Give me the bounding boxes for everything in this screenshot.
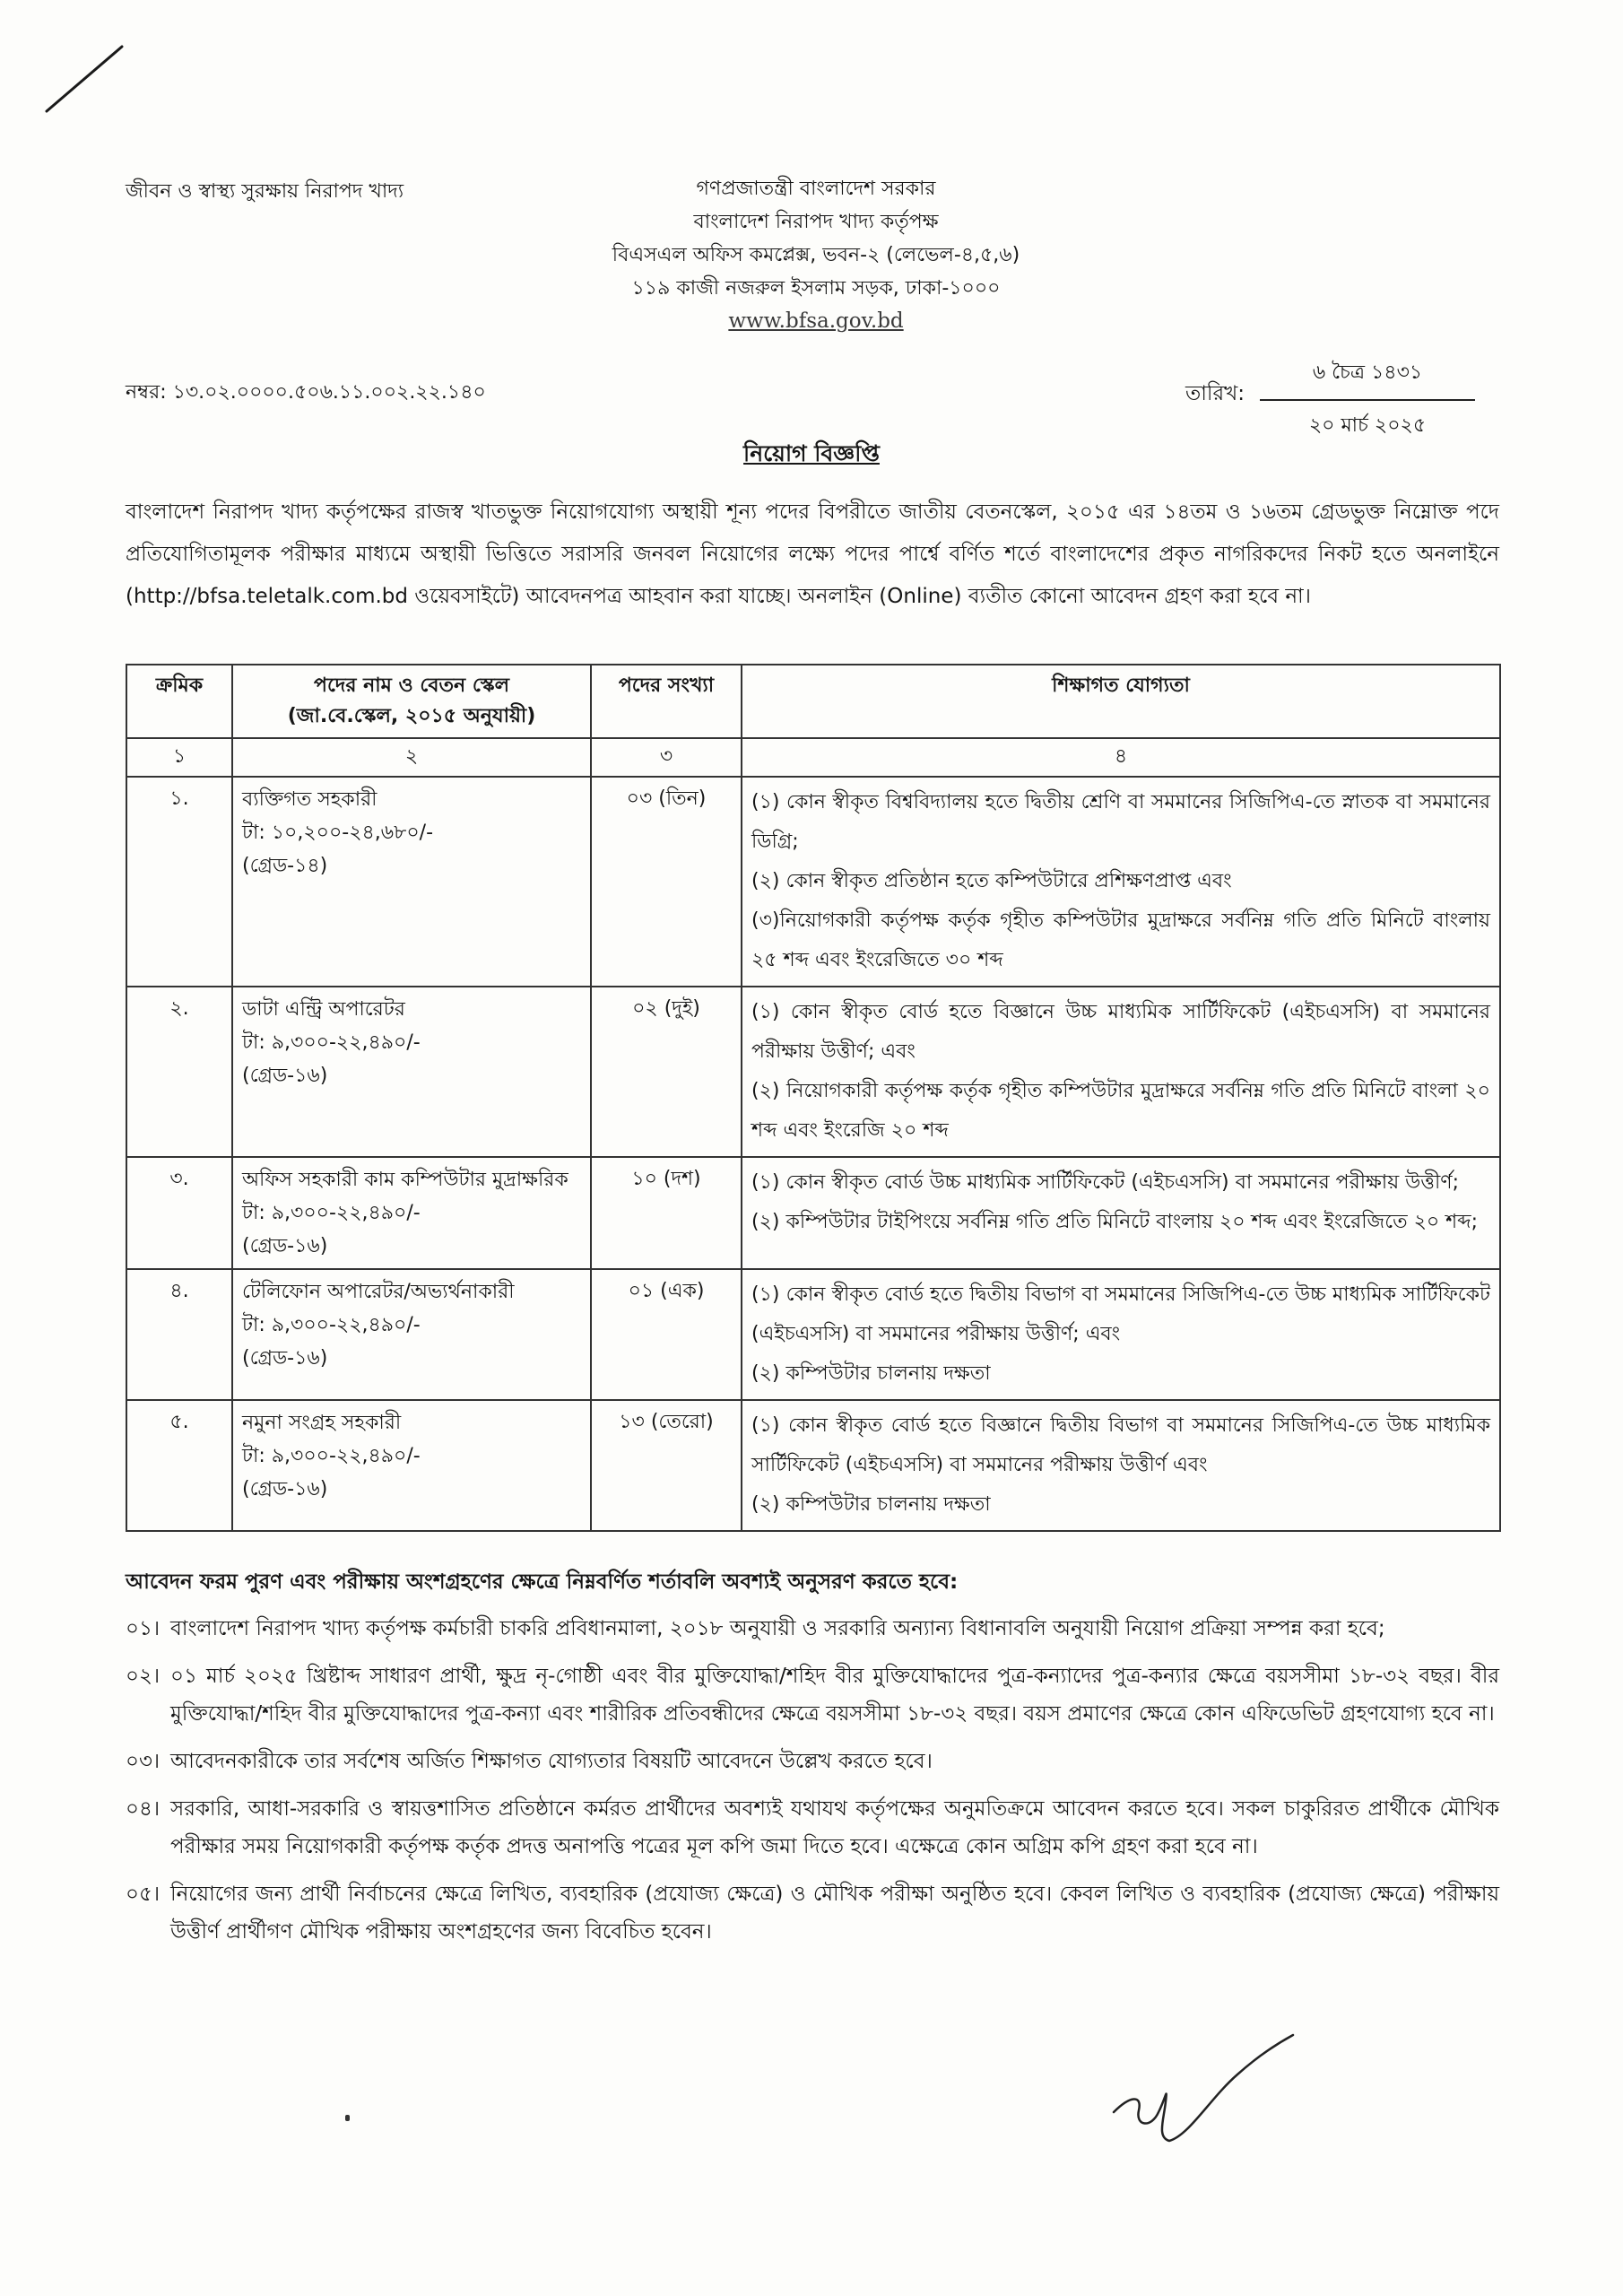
post-name: টেলিফোন অপারেটর/অভ্যর্থনাকারী bbox=[242, 1281, 515, 1303]
condition-text: নিয়োগের জন্য প্রার্থী নির্বাচনের ক্ষেত্রে লিখিত, ব্যবহারিক (প্রযোজ্য ক্ষেত্রে) ও মৌখিক পরীক্ষা অনুষ্ঠিত হবে। কেবল লিখিত ও ব্যবহারিক (প্রযোজ্য ক্ষেত্রে) পরীক্ষায় উত্তীর্ণ প্রার্থীগণ মৌখিক পরীক্ষায় অংশগ্রহণের জন্য বিবেচিত হবেন। bbox=[170, 1883, 1499, 1944]
office-address: ১১৯ কাজী নজরুল ইসলাম সড়ক, ঢাকা-১০০০ bbox=[631, 277, 1001, 300]
row-qualification bbox=[742, 1400, 1500, 1531]
row-qualification bbox=[742, 777, 1500, 987]
post-grade: (গ্রেড-১৬) bbox=[242, 1065, 328, 1087]
column-number: ২ bbox=[232, 738, 591, 777]
condition-number: ০৫। bbox=[126, 1883, 161, 1906]
column-number: ১ bbox=[126, 738, 232, 777]
qualification-item: (২) কোন স্বীকৃত প্রতিষ্ঠান হতে কম্পিউটারে প্রশিক্ষণপ্রাপ্ত এবং bbox=[751, 870, 1232, 892]
condition-number: ০৪। bbox=[126, 1797, 161, 1821]
condition-number: ০২। bbox=[126, 1665, 161, 1688]
post-name: অফিস সহকারী কাম কম্পিউটার মুদ্রাক্ষরিক bbox=[242, 1169, 568, 1191]
qualification-item: (২) কম্পিউটার চালনায় দক্ষতা bbox=[751, 1493, 991, 1516]
list-item bbox=[126, 1743, 1499, 1780]
qualification-item: (১) কোন স্বীকৃত বোর্ড হতে বিজ্ঞানে উচ্চ মাধ্যমিক সার্টিফিকেট (এইচএসসি) বা সমমানের পরীক্ষায় উত্তীর্ণ; এবং bbox=[751, 1001, 1490, 1063]
authority-name: বাংলাদেশ নিরাপদ খাদ্য কর্তৃপক্ষ bbox=[693, 211, 939, 233]
table-row bbox=[126, 777, 1500, 987]
post-grade: (গ্রেড-১৬) bbox=[242, 1478, 328, 1500]
post-pay-scale: টা: ৯,৩০০-২২,৪৯০/- bbox=[242, 1031, 421, 1054]
row-post bbox=[232, 777, 591, 987]
column-number: ৩ bbox=[591, 738, 742, 777]
date-bangla: ৬ চৈত্র ১৪৩১ bbox=[1260, 357, 1475, 401]
row-post bbox=[232, 1157, 591, 1269]
list-item bbox=[126, 1610, 1499, 1648]
date-block bbox=[1260, 357, 1475, 443]
row-serial: ১. bbox=[126, 777, 232, 987]
vacancy-table bbox=[126, 664, 1501, 1532]
table-row bbox=[126, 1157, 1500, 1269]
row-post bbox=[232, 1400, 591, 1531]
row-count: ০২ (দুই) bbox=[591, 987, 742, 1157]
office-building: বিএসএল অফিস কমপ্লেক্স, ভবন-২ (লেভেল-৪,৫,৬) bbox=[612, 244, 1020, 266]
conditions-list bbox=[126, 1610, 1499, 1961]
header-qualification: শিক্ষাগত যোগ্যতা bbox=[742, 665, 1500, 738]
row-qualification bbox=[742, 987, 1500, 1157]
row-serial: ৫. bbox=[126, 1400, 232, 1531]
table-row bbox=[126, 1400, 1500, 1531]
row-count: ১০ (দশ) bbox=[591, 1157, 742, 1269]
notice-title-text: নিয়োগ বিজ্ঞপ্তি bbox=[743, 440, 880, 466]
list-item bbox=[126, 1875, 1499, 1951]
qualification-item: (২) নিয়োগকারী কর্তৃপক্ষ কর্তৃক গৃহীত কম্পিউটার মুদ্রাক্ষরে সর্বনিম্ন গতি প্রতি মিনিটে বাংলা ২০ শব্দ এবং ইংরেজি ২০ শব্দ bbox=[751, 1080, 1490, 1142]
post-pay-scale: টা: ৯,৩০০-২২,৪৯০/- bbox=[242, 1445, 421, 1467]
qualification-item: (১) কোন স্বীকৃত বোর্ড হতে বিজ্ঞানে দ্বিতীয় বিভাগ বা সমমানের সিজিপিএ-তে উচ্চ মাধ্যমিক সার্টিফিকেট (এইচএসসি) বা সমমানের পরীক্ষায় উত্তীর্ণ এবং bbox=[751, 1414, 1490, 1476]
ink-dot bbox=[345, 2115, 350, 2121]
post-grade: (গ্রেড-১৬) bbox=[242, 1235, 328, 1257]
row-qualification bbox=[742, 1157, 1500, 1269]
memo-number: নম্বর: ১৩.০২.০০০০.৫০৬.১১.০০২.২২.১৪০ bbox=[126, 381, 486, 404]
qualification-item: (৩)নিয়োগকারী কর্তৃপক্ষ কর্তৃক গৃহীত কম্পিউটার মুদ্রাক্ষরে সর্বনিম্ন গতি প্রতি মিনিটে বাংলায় ২৫ শব্দ এবং ইংরেজিতে ৩০ শব্দ bbox=[751, 909, 1490, 971]
post-pay-scale: টা: ১০,২০০-২৪,৬৮০/- bbox=[242, 822, 434, 844]
notice-intro: বাংলাদেশ নিরাপদ খাদ্য কর্তৃপক্ষের রাজস্ব খাতভুক্ত নিয়োগযোগ্য অস্থায়ী শূন্য পদের বিপরীতে জাতীয় বেতনস্কেল, ২০১৫ এর ১৪তম ও ১৬তম গ্রেডভুক্ত নিম্নোক্ত পদে প্রতিযোগিতামূলক পরীক্ষার মাধ্যমে অস্থায়ী ভিত্তিতে সরাসরি জনবল নিয়োগের লক্ষ্যে পদের পার্শ্বে বর্ণিত শর্তে বাংলাদেশের প্রকৃত নাগরিকদের নিকট হতে অনলাইনে (http://bfsa.teletalk.com.bd ওয়েবসাইটে) আবেদনপত্র আহবান করা যাচ্ছে। অনলাইন (Online) ব্যতীত কোনো আবেদন গ্রহণ করা হবে না। bbox=[126, 500, 1499, 608]
list-item bbox=[126, 1790, 1499, 1866]
qualification-item: (২) কম্পিউটার টাইপিংয়ে সর্বনিম্ন গতি প্রতি মিনিটে বাংলায় ২০ শব্দ এবং ইংরেজিতে ২০ শব্দ; bbox=[751, 1211, 1479, 1233]
signature-mark bbox=[1103, 2022, 1309, 2157]
row-post bbox=[232, 987, 591, 1157]
letterhead bbox=[502, 172, 1130, 338]
post-pay-scale: টা: ৯,৩০০-২২,৪৯০/- bbox=[242, 1314, 421, 1336]
post-grade: (গ্রেড-১৪) bbox=[242, 855, 328, 877]
post-name: ব্যক্তিগত সহকারী bbox=[242, 788, 378, 811]
qualification-item: (১) কোন স্বীকৃত বোর্ড হতে দ্বিতীয় বিভাগ বা সমমানের সিজিপিএ-তে উচ্চ মাধ্যমিক সার্টিফিকেট (এইচএসসি) বা সমমানের পরীক্ষায় উত্তীর্ণ; এবং bbox=[751, 1283, 1490, 1345]
condition-number: ০১। bbox=[126, 1617, 161, 1640]
table-row bbox=[126, 987, 1500, 1157]
date-label: তারিখ: bbox=[1185, 382, 1245, 405]
post-name: ডাটা এন্ট্রি অপারেটর bbox=[242, 998, 405, 1021]
header-post bbox=[232, 665, 591, 738]
row-serial: ৪. bbox=[126, 1269, 232, 1400]
qualification-item: (১) কোন স্বীকৃত বোর্ড উচ্চ মাধ্যমিক সার্টিফিকেট (এইচএসসি) বা সমমানের পরীক্ষায় উত্তীর্ণ; bbox=[751, 1171, 1460, 1194]
notice-title bbox=[0, 436, 1623, 474]
post-name: নমুনা সংগ্রহ সহকারী bbox=[242, 1412, 402, 1434]
table-row bbox=[126, 1269, 1500, 1400]
column-number: ৪ bbox=[742, 738, 1500, 777]
date-english: ২০ মার্চ ২০২৫ bbox=[1308, 414, 1427, 437]
website-link[interactable]: www.bfsa.gov.bd bbox=[728, 309, 904, 333]
row-post bbox=[232, 1269, 591, 1400]
row-qualification bbox=[742, 1269, 1500, 1400]
table-header-row bbox=[126, 665, 1500, 738]
post-grade: (গ্রেড-১৬) bbox=[242, 1347, 328, 1370]
column-number-row bbox=[126, 738, 1500, 777]
gov-name: গণপ্রজাতন্ত্রী বাংলাদেশ সরকার bbox=[696, 178, 936, 200]
condition-text: বাংলাদেশ নিরাপদ খাদ্য কর্তৃপক্ষ কর্মচারী চাকরি প্রবিধানমালা, ২০১৮ অনুযায়ী ও সরকারি অন্যান্য বিধানাবলি অনুযায়ী নিয়োগ প্রক্রিয়া সম্পন্ন করা হবে; bbox=[170, 1617, 1385, 1640]
row-count: ০৩ (তিন) bbox=[591, 777, 742, 987]
condition-number: ০৩। bbox=[126, 1750, 161, 1773]
header-count: পদের সংখ্যা bbox=[591, 665, 742, 738]
condition-text: সরকারি, আধা-সরকারি ও স্বায়ত্তশাসিত প্রতিষ্ঠানে কর্মরত প্রার্থীদের অবশ্যই যথাযথ কর্তৃপক্ষের অনুমতিক্রমে আবেদন করতে হবে। সকল চাকুরিরত প্রার্থীকে মৌখিক পরীক্ষার সময় নিয়োগকারী কর্তৃপক্ষ কর্তৃক প্রদত্ত অনাপত্তি পত্রের মূল কপি জমা দিতে হবে। এক্ষেত্রে কোন অগ্রিম কপি গ্রহণ করা হবে না। bbox=[170, 1797, 1499, 1858]
qualification-item: (২) কম্পিউটার চালনায় দক্ষতা bbox=[751, 1362, 991, 1385]
row-count: ১৩ (তেরো) bbox=[591, 1400, 742, 1531]
condition-text: ০১ মার্চ ২০২৫ খ্রিষ্টাব্দ সাধারণ প্রার্থী, ক্ষুদ্র নৃ-গোষ্ঠী এবং বীর মুক্তিযোদ্ধা/শহিদ বীর মুক্তিযোদ্ধাদের পুত্র-কন্যাদের পুত্র-কন্যার ক্ষেত্রে বয়সসীমা ১৮-৩২ বছর। বীর মুক্তিযোদ্ধা/শহিদ বীর মুক্তিযোদ্ধাদের পুত্র-কন্যা এবং শারীরিক প্রতিবন্ধীদের ক্ষেত্রে বয়সসীমা ১৮-৩২ বছর। বয়স প্রমাণের ক্ষেত্রে কোন এফিডেভিট গ্রহণযোগ্য হবে না। bbox=[170, 1665, 1499, 1726]
condition-text: আবেদনকারীকে তার সর্বশেষ অর্জিত শিক্ষাগত যোগ্যতার বিষয়টি আবেদনে উল্লেখ করতে হবে। bbox=[170, 1750, 933, 1773]
list-item bbox=[126, 1657, 1499, 1733]
row-serial: ৩. bbox=[126, 1157, 232, 1269]
qualification-item: (১) কোন স্বীকৃত বিশ্ববিদ্যালয় হতে দ্বিতীয় শ্রেণি বা সমমানের সিজিপিএ-তে স্নাতক বা সমমানের ডিগ্রি; bbox=[751, 791, 1490, 853]
row-serial: ২. bbox=[126, 987, 232, 1157]
header-post-line2: (জা.বে.স্কেল, ২০১৫ অনুযায়ী) bbox=[287, 705, 536, 727]
post-pay-scale: টা: ৯,৩০০-২২,৪৯০/- bbox=[242, 1202, 421, 1224]
header-post-line1: পদের নাম ও বেতন স্কেল bbox=[314, 674, 509, 697]
conditions-heading: আবেদন ফরম পুরণ এবং পরীক্ষায় অংশগ্রহণের ক্ষেত্রে নিম্নবর্ণিত শর্তাবলি অবশ্যই অনুসরণ করতে হবে: bbox=[126, 1570, 959, 1594]
slogan: জীবন ও স্বাস্থ্য সুরক্ষায় নিরাপদ খাদ্য bbox=[126, 180, 404, 203]
header-serial: ক্রমিক bbox=[126, 665, 232, 738]
pen-stroke-mark bbox=[36, 36, 135, 135]
row-count: ০১ (এক) bbox=[591, 1269, 742, 1400]
